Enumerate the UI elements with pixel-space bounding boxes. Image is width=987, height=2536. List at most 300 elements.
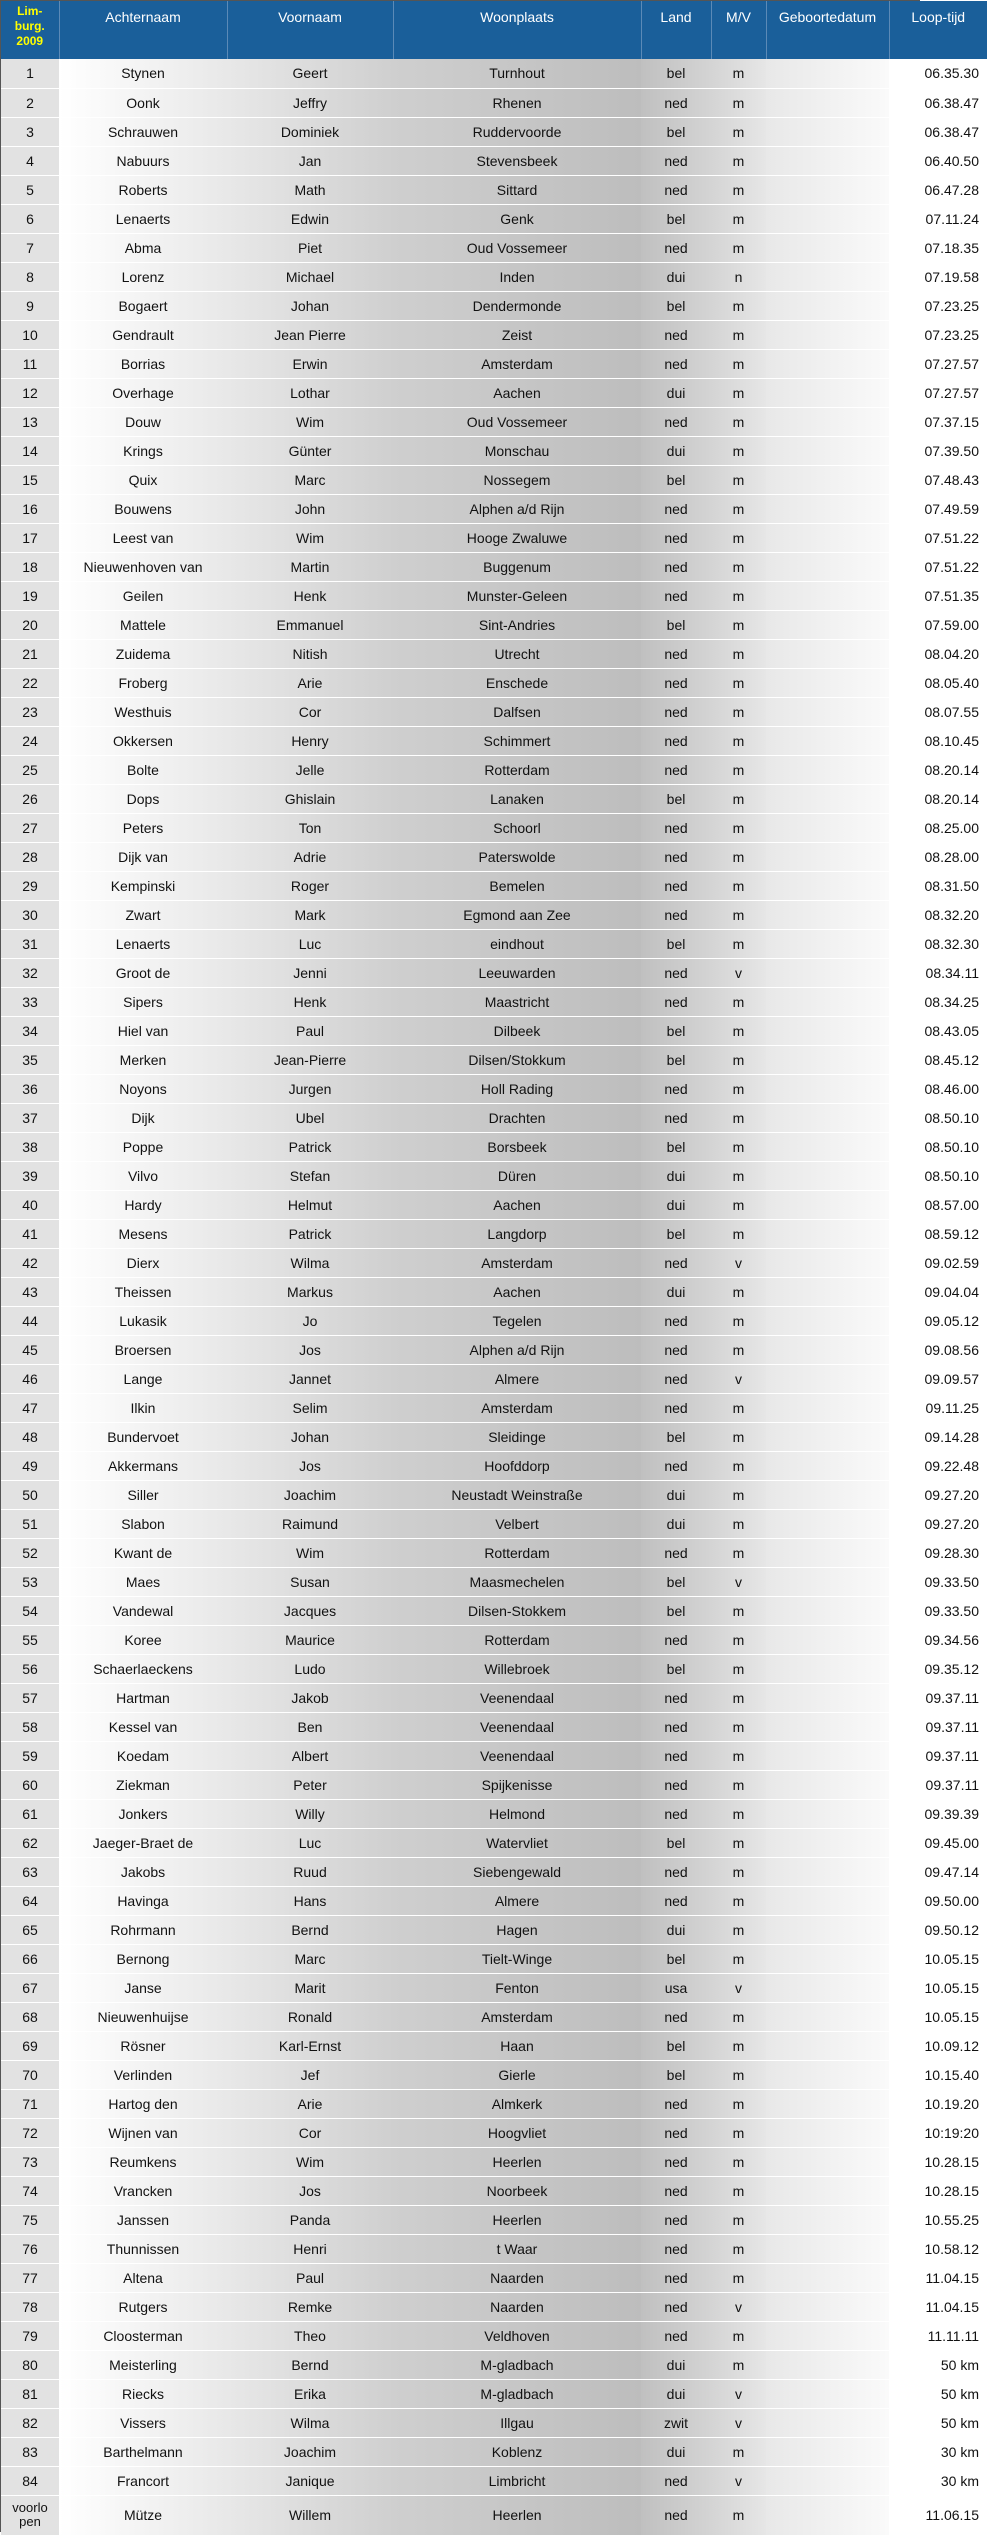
gender-cell: m [711, 929, 766, 958]
gender-cell: m [711, 1480, 766, 1509]
table-row [1, 900, 987, 929]
header-corner-line: Lim- [17, 4, 43, 18]
birthdate-cell [766, 581, 889, 610]
birthdate-cell [766, 1654, 889, 1683]
rank-cell: 6 [1, 204, 59, 233]
rank-cell: 45 [1, 1335, 59, 1364]
table-row [1, 2118, 987, 2147]
city-cell: Heerlen [393, 2205, 641, 2234]
city-cell: Düren [393, 1161, 641, 1190]
time-cell: 09.37.11 [889, 1712, 987, 1741]
firstname-cell: Peter [227, 1770, 393, 1799]
table-row [1, 610, 987, 639]
table-row [1, 1567, 987, 1596]
table-row [1, 88, 987, 117]
table-row [1, 929, 987, 958]
birthdate-cell [766, 494, 889, 523]
time-cell: 06.40.50 [889, 146, 987, 175]
rank-cell: 40 [1, 1190, 59, 1219]
time-cell: 08.25.00 [889, 813, 987, 842]
lastname-cell: Nabuurs [59, 146, 227, 175]
firstname-cell: Jacques [227, 1596, 393, 1625]
rank-cell: 4 [1, 146, 59, 175]
city-cell: Zeist [393, 320, 641, 349]
lastname-cell: Lenaerts [59, 929, 227, 958]
city-cell: Siebengewald [393, 1857, 641, 1886]
table-row [1, 2002, 987, 2031]
birthdate-cell [766, 2147, 889, 2176]
city-cell: Almere [393, 1886, 641, 1915]
firstname-cell: Joachim [227, 1480, 393, 1509]
table-row [1, 2350, 987, 2379]
lastname-cell: Ziekman [59, 1770, 227, 1799]
gender-cell: m [711, 1161, 766, 1190]
country-cell: bel [641, 1567, 711, 1596]
time-cell: 09.04.04 [889, 1277, 987, 1306]
time-cell: 10.55.25 [889, 2205, 987, 2234]
firstname-cell: Henri [227, 2234, 393, 2263]
table-row [1, 581, 987, 610]
header-voornaam: Voornaam [227, 1, 393, 59]
gender-cell: m [711, 1654, 766, 1683]
birthdate-cell [766, 900, 889, 929]
birthdate-cell [766, 378, 889, 407]
gender-cell: m [711, 1219, 766, 1248]
table-row [1, 755, 987, 784]
city-cell: Dalfsen [393, 697, 641, 726]
birthdate-cell [766, 1190, 889, 1219]
gender-cell: m [711, 813, 766, 842]
country-cell: ned [641, 726, 711, 755]
gender-cell: m [711, 552, 766, 581]
country-cell: ned [641, 668, 711, 697]
lastname-cell: Reumkens [59, 2147, 227, 2176]
table-row [1, 1741, 987, 1770]
rank-cell: 22 [1, 668, 59, 697]
time-cell: 09.34.56 [889, 1625, 987, 1654]
rank-cell: 71 [1, 2089, 59, 2118]
country-cell: bel [641, 291, 711, 320]
time-cell: 10.28.15 [889, 2176, 987, 2205]
time-cell: 07.23.25 [889, 320, 987, 349]
country-cell: dui [641, 262, 711, 291]
country-cell: ned [641, 88, 711, 117]
birthdate-cell [766, 813, 889, 842]
firstname-cell: Arie [227, 668, 393, 697]
gender-cell: m [711, 2147, 766, 2176]
header-mv: M/V [711, 1, 766, 59]
lastname-cell: Cloosterman [59, 2321, 227, 2350]
country-cell: bel [641, 929, 711, 958]
header-corner-line: 2009 [16, 34, 44, 48]
time-cell: 07.18.35 [889, 233, 987, 262]
results-table [1, 1, 987, 2536]
table-row [1, 697, 987, 726]
lastname-cell: Rösner [59, 2031, 227, 2060]
birthdate-cell [766, 2350, 889, 2379]
rank-cell: 15 [1, 465, 59, 494]
time-cell: 09.14.28 [889, 1422, 987, 1451]
lastname-cell: Francort [59, 2466, 227, 2495]
time-cell: 08.34.11 [889, 958, 987, 987]
table-row [1, 1364, 987, 1393]
gender-cell: v [711, 1567, 766, 1596]
city-cell: Tegelen [393, 1306, 641, 1335]
birthdate-cell [766, 262, 889, 291]
city-cell: Oud Vossemeer [393, 407, 641, 436]
firstname-cell: Jeffry [227, 88, 393, 117]
country-cell: ned [641, 2205, 711, 2234]
lastname-cell: Zwart [59, 900, 227, 929]
city-cell: Rotterdam [393, 755, 641, 784]
table-row [1, 2234, 987, 2263]
time-cell: 07.51.35 [889, 581, 987, 610]
birthdate-cell [766, 1451, 889, 1480]
birthdate-cell [766, 1364, 889, 1393]
lastname-cell: Hardy [59, 1190, 227, 1219]
time-cell: 09.33.50 [889, 1567, 987, 1596]
lastname-cell: Lorenz [59, 262, 227, 291]
time-cell: 09.27.20 [889, 1509, 987, 1538]
gender-cell: m [711, 378, 766, 407]
birthdate-cell [766, 1538, 889, 1567]
firstname-cell: Stefan [227, 1161, 393, 1190]
birthdate-cell [766, 436, 889, 465]
city-cell: Noorbeek [393, 2176, 641, 2205]
firstname-cell: Remke [227, 2292, 393, 2321]
table-row [1, 1480, 987, 1509]
gender-cell: m [711, 407, 766, 436]
table-row [1, 262, 987, 291]
birthdate-cell [766, 233, 889, 262]
rank-cell: 18 [1, 552, 59, 581]
gender-cell: m [711, 1132, 766, 1161]
table-row [1, 1683, 987, 1712]
lastname-cell: Vilvo [59, 1161, 227, 1190]
lastname-cell: Poppe [59, 1132, 227, 1161]
rank-cell: 81 [1, 2379, 59, 2408]
table-row [1, 2205, 987, 2234]
country-cell: ned [641, 697, 711, 726]
lastname-cell: Janssen [59, 2205, 227, 2234]
header-achternaam: Achternaam [59, 1, 227, 59]
table-row [1, 465, 987, 494]
city-cell: Sittard [393, 175, 641, 204]
firstname-cell: Erwin [227, 349, 393, 378]
lastname-cell: Rutgers [59, 2292, 227, 2321]
firstname-cell: Theo [227, 2321, 393, 2350]
birthdate-cell [766, 871, 889, 900]
birthdate-cell [766, 1625, 889, 1654]
birthdate-cell [766, 987, 889, 1016]
birthdate-cell [766, 668, 889, 697]
country-cell: dui [641, 436, 711, 465]
country-cell: ned [641, 2234, 711, 2263]
country-cell: zwit [641, 2408, 711, 2437]
country-cell: dui [641, 2379, 711, 2408]
lastname-cell: Koree [59, 1625, 227, 1654]
birthdate-cell [766, 697, 889, 726]
gender-cell: m [711, 2437, 766, 2466]
firstname-cell: Jo [227, 1306, 393, 1335]
firstname-cell: Jos [227, 2176, 393, 2205]
lastname-cell: Mesens [59, 1219, 227, 1248]
gender-cell: m [711, 349, 766, 378]
country-cell: ned [641, 1335, 711, 1364]
gender-cell: m [711, 59, 766, 88]
lastname-cell: Nieuwenhuijse [59, 2002, 227, 2031]
time-cell: 09.08.56 [889, 1335, 987, 1364]
rank-cell: 60 [1, 1770, 59, 1799]
lastname-cell: Hartog den [59, 2089, 227, 2118]
table-row [1, 784, 987, 813]
birthdate-cell [766, 1741, 889, 1770]
firstname-cell: Michael [227, 262, 393, 291]
birthdate-cell [766, 784, 889, 813]
time-cell: 07.27.57 [889, 378, 987, 407]
gender-cell: m [711, 581, 766, 610]
rank-cell: 11 [1, 349, 59, 378]
firstname-cell: Johan [227, 291, 393, 320]
time-cell: 08.05.40 [889, 668, 987, 697]
rank-cell: 16 [1, 494, 59, 523]
firstname-cell: Jos [227, 1335, 393, 1364]
time-cell: 09.47.14 [889, 1857, 987, 1886]
lastname-cell: Riecks [59, 2379, 227, 2408]
lastname-cell: Bouwens [59, 494, 227, 523]
lastname-cell: Jaeger-Braet de [59, 1828, 227, 1857]
city-cell: Hagen [393, 1915, 641, 1944]
city-cell: Nossegem [393, 465, 641, 494]
city-cell: Aachen [393, 1277, 641, 1306]
city-cell: Sint-Andries [393, 610, 641, 639]
city-cell: Aachen [393, 1190, 641, 1219]
gender-cell: v [711, 1248, 766, 1277]
birthdate-cell [766, 2089, 889, 2118]
city-cell: Monschau [393, 436, 641, 465]
firstname-cell: Wim [227, 523, 393, 552]
gender-cell: v [711, 2466, 766, 2495]
time-cell: 11.06.15 [889, 2495, 987, 2535]
rank-cell: 1 [1, 59, 59, 88]
birthdate-cell [766, 117, 889, 146]
country-cell: ned [641, 146, 711, 175]
gender-cell: m [711, 1190, 766, 1219]
time-cell: 06.38.47 [889, 88, 987, 117]
country-cell: bel [641, 1828, 711, 1857]
country-cell: ned [641, 1393, 711, 1422]
rank-cell: 10 [1, 320, 59, 349]
rank-cell: 84 [1, 2466, 59, 2495]
firstname-cell: Emmanuel [227, 610, 393, 639]
firstname-cell: Johan [227, 1422, 393, 1451]
table-row [1, 2379, 987, 2408]
gender-cell: m [711, 291, 766, 320]
rank-cell: 20 [1, 610, 59, 639]
gender-cell: m [711, 1683, 766, 1712]
time-cell: 11.11.11 [889, 2321, 987, 2350]
city-cell: Borsbeek [393, 1132, 641, 1161]
firstname-cell: Marc [227, 465, 393, 494]
firstname-cell: Ton [227, 813, 393, 842]
time-cell: 07.59.00 [889, 610, 987, 639]
lastname-cell: Janse [59, 1973, 227, 2002]
city-cell: Naarden [393, 2263, 641, 2292]
rank-cell: 33 [1, 987, 59, 1016]
city-cell: Neustadt Weinstraße [393, 1480, 641, 1509]
firstname-cell: Henk [227, 581, 393, 610]
table-row [1, 552, 987, 581]
country-cell: ned [641, 349, 711, 378]
time-cell: 08.45.12 [889, 1045, 987, 1074]
country-cell: ned [641, 1712, 711, 1741]
birthdate-cell [766, 1944, 889, 1973]
time-cell: 09.05.12 [889, 1306, 987, 1335]
rank-cell: 73 [1, 2147, 59, 2176]
table-row [1, 1770, 987, 1799]
lastname-cell: Douw [59, 407, 227, 436]
table-row [1, 2263, 987, 2292]
table-row [1, 59, 987, 88]
birthdate-cell [766, 639, 889, 668]
city-cell: Dilsen-Stokkem [393, 1596, 641, 1625]
city-cell: Veenendaal [393, 1712, 641, 1741]
firstname-cell: Panda [227, 2205, 393, 2234]
country-cell: ned [641, 1103, 711, 1132]
time-cell: 08.57.00 [889, 1190, 987, 1219]
country-cell: ned [641, 581, 711, 610]
table-row [1, 1190, 987, 1219]
firstname-cell: Cor [227, 697, 393, 726]
birthdate-cell [766, 1770, 889, 1799]
birthdate-cell [766, 1683, 889, 1712]
firstname-cell: Dominiek [227, 117, 393, 146]
table-row [1, 407, 987, 436]
birthdate-cell [766, 320, 889, 349]
city-cell: Heerlen [393, 2495, 641, 2535]
time-cell: 08.50.10 [889, 1103, 987, 1132]
rank-cell: 69 [1, 2031, 59, 2060]
header-geboortedatum: Geboortedatum [766, 1, 889, 59]
lastname-cell: Altena [59, 2263, 227, 2292]
lastname-cell: Leest van [59, 523, 227, 552]
time-cell: 08.28.00 [889, 842, 987, 871]
birthdate-cell [766, 929, 889, 958]
lastname-cell: Thunnissen [59, 2234, 227, 2263]
firstname-cell: Jos [227, 1451, 393, 1480]
country-cell: ned [641, 900, 711, 929]
gender-cell: v [711, 2408, 766, 2437]
city-cell: Rotterdam [393, 1625, 641, 1654]
time-cell: 08.34.25 [889, 987, 987, 1016]
gender-cell: m [711, 117, 766, 146]
gender-cell: m [711, 784, 766, 813]
time-cell: 09.02.59 [889, 1248, 987, 1277]
lastname-cell: Bundervoet [59, 1422, 227, 1451]
gender-cell: m [711, 1016, 766, 1045]
header-land: Land [641, 1, 711, 59]
time-cell: 09.39.39 [889, 1799, 987, 1828]
city-cell: Sleidinge [393, 1422, 641, 1451]
country-cell: ned [641, 2292, 711, 2321]
city-cell: Hooge Zwaluwe [393, 523, 641, 552]
country-cell: ned [641, 1306, 711, 1335]
gender-cell: m [711, 2205, 766, 2234]
gender-cell: m [711, 1741, 766, 1770]
time-cell: 07.51.22 [889, 552, 987, 581]
rank-cell: 5 [1, 175, 59, 204]
table-row [1, 2147, 987, 2176]
gender-cell: m [711, 726, 766, 755]
gender-cell: m [711, 1277, 766, 1306]
country-cell: bel [641, 117, 711, 146]
birthdate-cell [766, 1103, 889, 1132]
gender-cell: m [711, 465, 766, 494]
country-cell: ned [641, 1886, 711, 1915]
country-cell: ned [641, 1770, 711, 1799]
gender-cell: m [711, 2031, 766, 2060]
city-cell: Amsterdam [393, 1393, 641, 1422]
birthdate-cell [766, 1422, 889, 1451]
city-cell: Stevensbeek [393, 146, 641, 175]
rank-cell: 26 [1, 784, 59, 813]
time-cell: 09.37.11 [889, 1741, 987, 1770]
rank-cell: 56 [1, 1654, 59, 1683]
gender-cell: m [711, 1886, 766, 1915]
time-cell: 08.31.50 [889, 871, 987, 900]
firstname-cell: Bernd [227, 1915, 393, 1944]
rank-cell: 28 [1, 842, 59, 871]
time-cell: 09.28.30 [889, 1538, 987, 1567]
rank-cell: 62 [1, 1828, 59, 1857]
firstname-cell: Roger [227, 871, 393, 900]
firstname-cell: Martin [227, 552, 393, 581]
city-cell: Langdorp [393, 1219, 641, 1248]
time-cell: 08.04.20 [889, 639, 987, 668]
firstname-cell: Math [227, 175, 393, 204]
firstname-cell: Adrie [227, 842, 393, 871]
firstname-cell: Jan [227, 146, 393, 175]
city-cell: Willebroek [393, 1654, 641, 1683]
table-row [1, 436, 987, 465]
birthdate-cell [766, 1480, 889, 1509]
city-cell: Oud Vossemeer [393, 233, 641, 262]
header-woonplaats: Woonplaats [393, 1, 641, 59]
table-row [1, 1132, 987, 1161]
table-row [1, 1393, 987, 1422]
country-cell: bel [641, 1654, 711, 1683]
lastname-cell: Vrancken [59, 2176, 227, 2205]
rank-cell: 27 [1, 813, 59, 842]
city-cell: Naarden [393, 2292, 641, 2321]
city-cell: Genk [393, 204, 641, 233]
city-cell: Schimmert [393, 726, 641, 755]
country-cell: dui [641, 1480, 711, 1509]
city-cell: Ruddervoorde [393, 117, 641, 146]
firstname-cell: Ubel [227, 1103, 393, 1132]
rank-cell: 13 [1, 407, 59, 436]
gender-cell: m [711, 2263, 766, 2292]
time-cell: 08.50.10 [889, 1132, 987, 1161]
gender-cell: m [711, 2089, 766, 2118]
city-cell: Munster-Geleen [393, 581, 641, 610]
rank-cell: 50 [1, 1480, 59, 1509]
time-cell: 08.59.12 [889, 1219, 987, 1248]
city-cell: Maasmechelen [393, 1567, 641, 1596]
gender-cell: n [711, 262, 766, 291]
gender-cell: m [711, 1103, 766, 1132]
firstname-cell: Erika [227, 2379, 393, 2408]
